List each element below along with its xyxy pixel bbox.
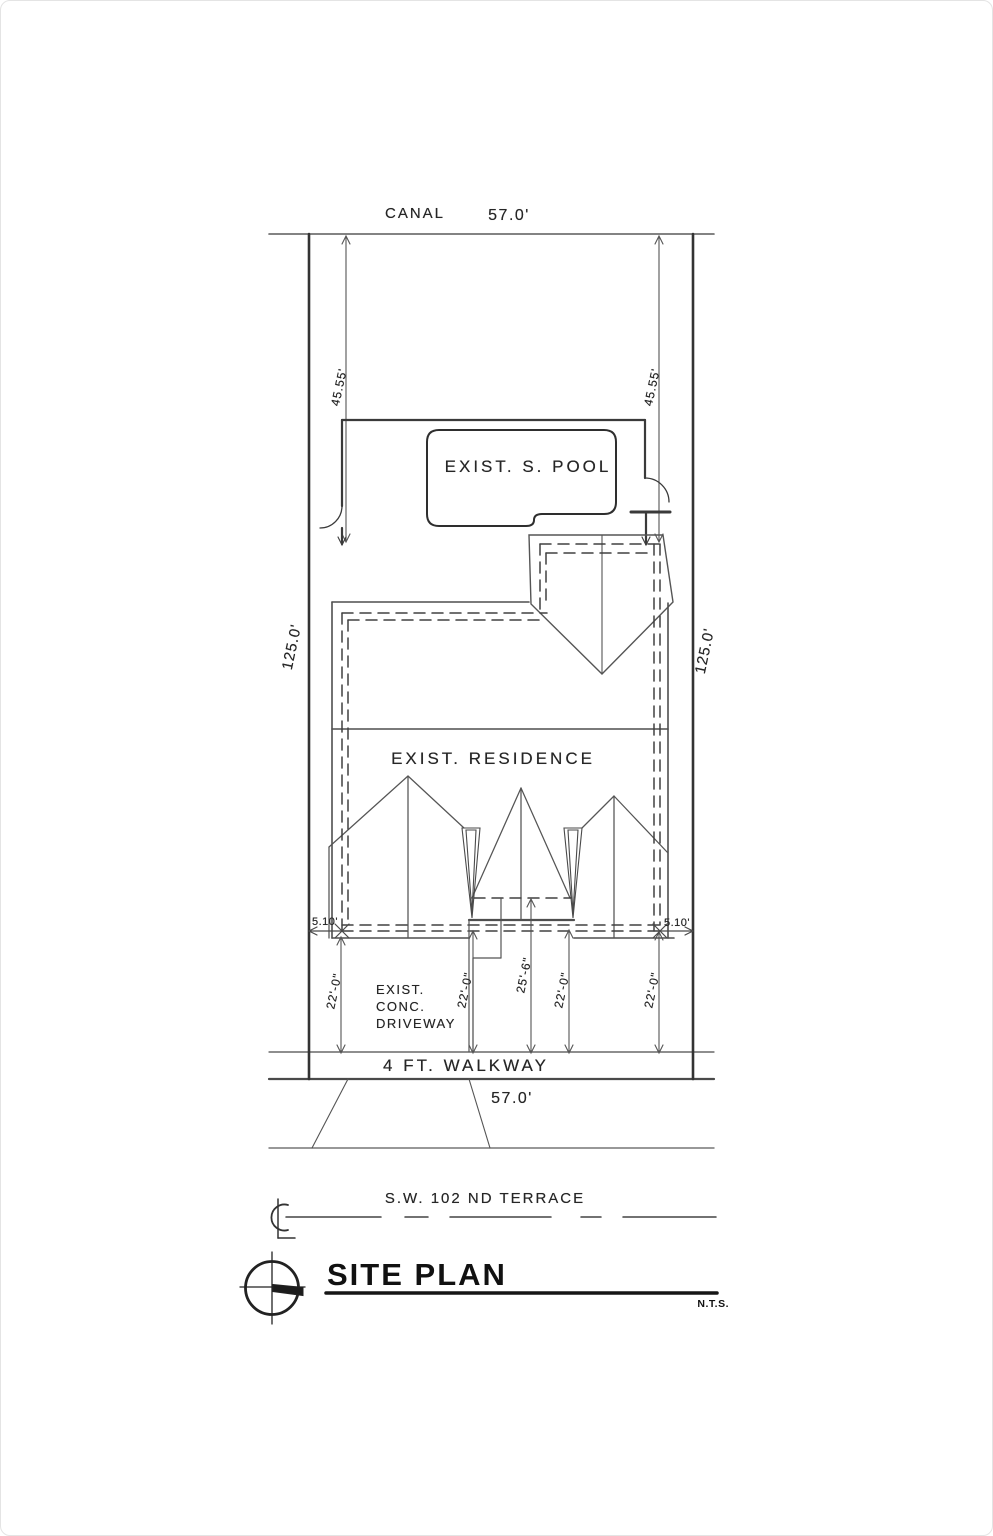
canal-label: CANAL — [384, 205, 446, 222]
walk-depth-left-dimension: 22'-0" — [454, 970, 476, 1010]
driveway-depth-left-dimension: 22'-0" — [323, 971, 345, 1011]
centerline-icon — [271, 1199, 295, 1238]
lot-width-top-dimension: 57.0' — [488, 207, 530, 224]
driveway-label-line2: CONC. — [376, 999, 426, 1014]
street-label: S.W. 102 ND TERRACE — [384, 1190, 586, 1207]
driveway-label — [376, 981, 456, 1032]
pool-setback-dimension-lines — [342, 236, 663, 542]
apron-diagonals — [312, 1079, 490, 1148]
lot-depth-right-dimension: 125.0' — [691, 626, 719, 676]
side-setback-left-dimension: 5.10' — [311, 916, 339, 928]
lot-width-bottom-dimension: 57.0' — [491, 1090, 533, 1107]
entry-depth-dimension: 25'-6" — [513, 955, 535, 995]
walkway-label: 4 FT. WALKWAY — [383, 1056, 549, 1075]
pool-setback-left-dimension: 45.55' — [328, 366, 350, 408]
driveway-label-line3: DRIVEWAY — [376, 1016, 456, 1031]
roof-finial-lines — [462, 828, 582, 918]
pool-label: EXIST. S. POOL — [444, 457, 612, 476]
driveway-label-line1: EXIST. — [376, 982, 425, 997]
sheet-title: SITE PLAN — [327, 1257, 507, 1292]
pool-outline — [427, 430, 616, 526]
pool-setback-right-dimension: 45.55' — [641, 366, 663, 408]
scale-note: N.T.S. — [697, 1298, 729, 1310]
residence-label: EXIST. RESIDENCE — [391, 749, 595, 768]
gable-lines — [329, 776, 668, 938]
lot-depth-left-dimension: 125.0' — [278, 622, 306, 672]
rear-roof-outline — [529, 535, 673, 674]
driveway-depth-right-dimension: 22'-0" — [641, 970, 663, 1010]
north-arrow-icon — [240, 1252, 305, 1324]
walk-depth-right-dimension: 22'-0" — [551, 970, 573, 1010]
side-setback-right-dimension: 5.10' — [663, 917, 691, 929]
